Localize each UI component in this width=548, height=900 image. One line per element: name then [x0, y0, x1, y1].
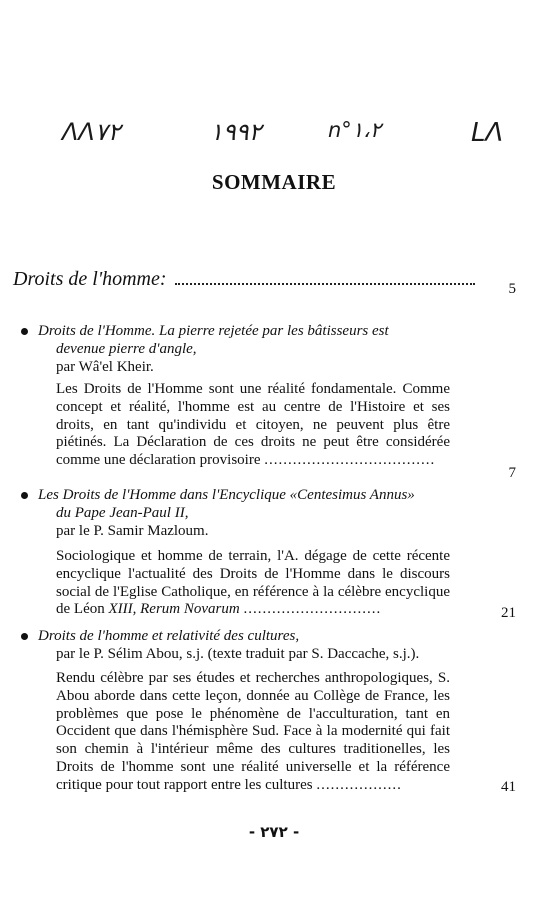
dot-leader: ..................: [316, 776, 402, 793]
dot-leader: [175, 282, 475, 285]
dot-leader: .............................: [243, 601, 382, 618]
entry-page-number-2: 21: [501, 605, 516, 621]
entry-author: par le P. Samir Mazloum.: [56, 523, 209, 539]
section-heading: Droits de l'homme:: [13, 268, 167, 290]
toc-entry-1: [38, 322, 448, 376]
entry-title: Droits de l'Homme. La pierre rejetée par les bâtisseurs est: [38, 323, 389, 339]
toc-entry-3: [38, 627, 448, 663]
bullet-icon: [21, 328, 28, 335]
entry-title-cont: du Pape Jean-Paul II,: [56, 505, 189, 521]
summary-text: Sociologique et homme de terrain, l'A. dégage de cette récente encyclique l'actualité des Droits de l'Homme dans le discours social de l'Eglise Catholique, en référence à la célèbre encyclique de Léon: [56, 548, 450, 618]
entry-summary-2: [56, 548, 450, 619]
section-page-number: 5: [508, 281, 516, 297]
dot-leader: ....................................: [264, 452, 436, 469]
entry-title: Les Droits de l'Homme dans l'Encyclique «Centesimus Annus»: [38, 487, 415, 503]
entry-page-number-3: 41: [501, 779, 516, 795]
handwritten-note-4: LΛ: [471, 118, 504, 148]
handwritten-note-1: ΛΛ٧٢: [62, 118, 121, 146]
bullet-icon: [21, 633, 28, 640]
entry-summary-1: [56, 381, 450, 470]
handwritten-note-2: ١٩٩٢: [210, 118, 262, 146]
entry-author: par Wâ'el Kheir.: [56, 359, 154, 375]
entry-page-number-1: 7: [508, 465, 516, 481]
toc-entry-2: [38, 486, 448, 540]
bullet-icon: [21, 492, 28, 499]
summary-italic: XIII, Rerum Novarum: [108, 601, 240, 618]
entry-author: par le P. Sélim Abou, s.j. (texte traduit par S. Daccache, s.j.).: [56, 646, 420, 662]
entry-title: Droits de l'homme et relativité des cultures,: [38, 628, 300, 644]
entry-summary-3: [56, 670, 450, 795]
section-heading-row: [13, 268, 475, 291]
handwritten-note-3: n°١،٢: [328, 118, 382, 142]
summary-text: Rendu célèbre par ses études et recherches anthropologiques, S. Abou aborde dans cette leçon, donnée au Collège de France, les problèmes que pose le phénomène de l'acculturation, tant en Occident que dans l'hémisphère Sud. Face à la modernité qui fait son chemin à l'intérieur même des cultures traditionelles, les Droits de l'homme sont une réalité universelle et la référence critique pour tout rapport entre les cultures: [56, 670, 450, 793]
entry-title-cont: devenue pierre d'angle,: [56, 341, 197, 357]
page-footer-number: - ٢٧٢ -: [248, 823, 300, 841]
summary-text: Les Droits de l'Homme sont une réalité fondamentale. Comme concept et réalité, l'homme est au centre de l'Histoire et ses droits, en tant qu'individu et citoyen, ne peuvent plus être piétinés. La Déclaration de ces droits ne peut être considérée comme une déclaration provisoire: [56, 381, 450, 469]
page-title: SOMMAIRE: [211, 170, 337, 194]
